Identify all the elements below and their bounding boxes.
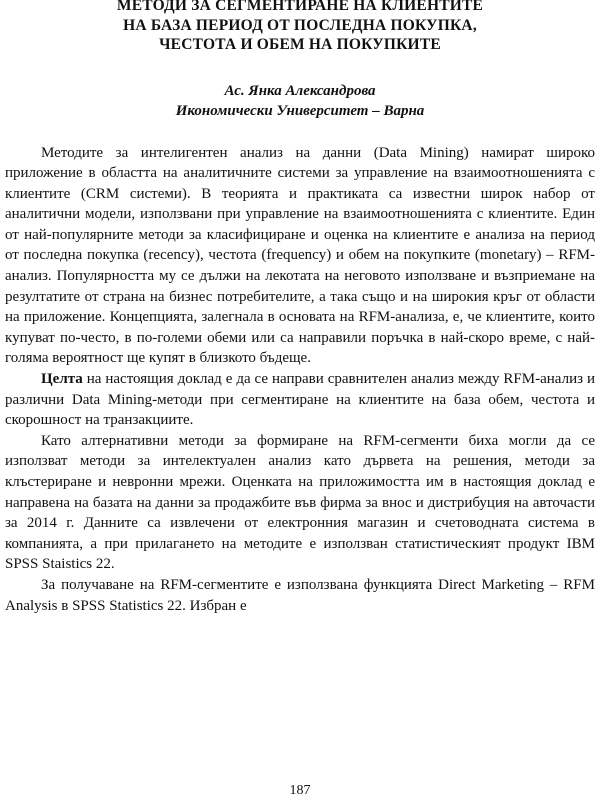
paper-title: [5, 0, 595, 55]
author-affiliation: Икономически Университет – Варна: [175, 102, 425, 119]
paragraph-1: Методите за интелигентен анализ на данни (Data Mining) намират широко приложение в областта на аналитичните системи за управление на взаимоотношенията с клиентите (CRM системи). В теорията и практиката са известни широк набор от аналитични модели, използвани при управление на взаимоотношенията с клиентите. Един от най-популярните методи за класифициране и оценка на клиентите е анализа на период от последна покупка (recency), честота (frequency) и обем на покупките (monetary) – RFM-анализ. Популярността му се дължи на лекотата на неговото използване и възприемане на резултатите от страна на бизнес потребителите, а така също и на широкия кръг от области на приложение. Концепцията, залегнала в основата на RFM-анализа, е, че клиентите, които купуват по-често, в по-големи обеми или са направили поръчка в най-скоро време, с най-голяма вероятност ще купят в близкото бъдеще.: [5, 144, 595, 367]
paragraph-3: Като алтернативни методи за формиране на RFM-сегменти биха могли да се използват методи за интелектуален анализ като дървета на решения, методи за клъстериране и невронни мрежи. Оценката на приложимостта им в настоящия доклад е направена на базата на данни за продажбите във фирма за внос и дистрибуция на авточасти за 2014 г. Данните са извлечени от електронния магазин и счетоводната система в компанията, а при прилагането на методите е използван статистическият продукт IBM SPSS Staistics 22.: [5, 432, 595, 573]
paragraph-2: [5, 369, 595, 431]
body-text: [5, 143, 595, 617]
page-number: 187: [289, 783, 311, 798]
author-block: [5, 81, 595, 121]
title-line-2: НА БАЗА ПЕРИОД ОТ ПОСЛЕДНА ПОКУПКА,: [123, 16, 477, 34]
paragraph-4: За получаване на RFM-сегментите е използвана функцията Direct Marketing – RFM Analysis в SPSS Statistics 22. Избран е: [5, 576, 595, 614]
paragraph-2-rest: на настоящия доклад е да се направи сравнителен анализ между RFM-анализ и различни Data Mining-методи при сегментиране на клиентите на база обем, честота и скорошност на транзакциите.: [5, 371, 595, 429]
title-line-3: ЧЕСТОТА И ОБЕМ НА ПОКУПКИТЕ: [159, 36, 441, 53]
title-line-1: МЕТОДИ ЗА СЕГМЕНТИРАНЕ НА КЛИЕНТИТЕ: [116, 0, 484, 14]
author-name: Ас. Янка Александрова: [224, 82, 376, 99]
paragraph-2-lead: Целта: [41, 371, 83, 388]
